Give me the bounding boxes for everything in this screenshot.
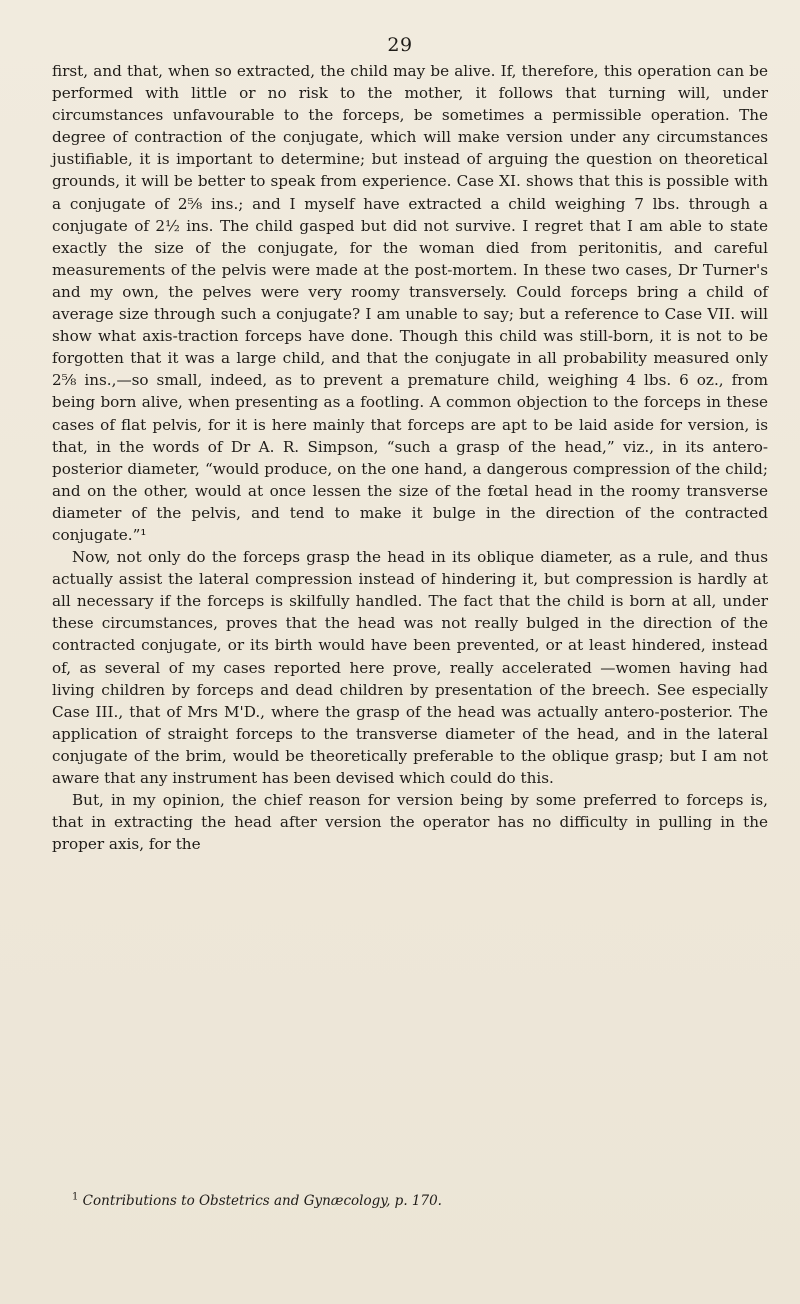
- footnote-marker: 1: [72, 1191, 79, 1203]
- paragraph: first, and that, when so extracted, the child may be alive. If, therefore, this operation can be performed with little or no risk to the mother, it follows that turning will, under circumstances unfavourable to the forceps, be sometimes a permissible operation. The degree of contraction of the conjugate, which will make version under any circumstances justifiable, it is important to determine; but instead of arguing the question on theoretical grounds, it will be better to speak from experience. Case XI. shows that this is possible with a conjugate of 2⅝ ins.; and I myself have extracted a child weighing 7 lbs. through a conjugate of 2½ ins. The child gasped but did not survive. I regret that I am able to state exactly the size of the conjugate, for the woman died from peritonitis, and careful measurements of the pelvis were made at the post-mortem. In these two cases, Dr Turner's and my own, the pelves were very roomy transversely. Could forceps bring a child of average size through such a conjugate? I am unable to say; but a reference to Case VII. will show what axis-traction forceps have done. Though this child was still-born, it is not to be forgotten that it was a large child, and that the conjugate in all probability measured only 2⅝ ins.,—so small, indeed, as to prevent a premature child, weighing 4 lbs. 6 oz., from being born alive, when presenting as a footling. A common objection to the forceps in these cases of flat pelvis, for it is here mainly that forceps are apt to be laid aside for version, is that, in the words of Dr A. R. Simpson, “such a grasp of the head,” viz., in its antero-posterior diameter, “would produce, on the one hand, a dangerous compression of the child; and on the other, would at once lessen the size of the fœtal head in the roomy transverse diameter of the pelvis, and tend to make it bulge in the direction of the contracted conjugate.”¹: [52, 62, 768, 544]
- paragraph: But, in my opinion, the chief reason for version being by some preferred to forceps is, that in extracting the head after version the operator has no difficulty in pulling in the proper axis, for the: [52, 791, 768, 854]
- footnote: [52, 1192, 768, 1210]
- paragraph: Now, not only do the forceps grasp the head in its oblique diameter, as a rule, and thus actually assist the lateral compression instead of hindering it, but compression is hardly at all necessary if the forceps is skilfully handled. The fact that the child is born at all, under these circumstances, proves that the head was not really bulged in the direction of the contracted conjugate, or its birth would have been prevented, or at least hindered, instead of, as several of my cases reported here prove, really accelerated —women having had living children by forceps and dead children by presentation of the breech. See especially Case III., that of Mrs M'D., where the grasp of the head was actually antero-posterior. The application of straight forceps to the transverse diameter of the head, and in the lateral conjugate of the brim, would be theoretically preferable to the oblique grasp; but I am not aware that any instrument has been devised which could do this.: [52, 548, 768, 787]
- footnote-text: Contributions to Obstetrics and Gynæcology, p. 170.: [82, 1193, 442, 1209]
- body-text: [52, 60, 768, 855]
- page-number: 29: [387, 34, 413, 56]
